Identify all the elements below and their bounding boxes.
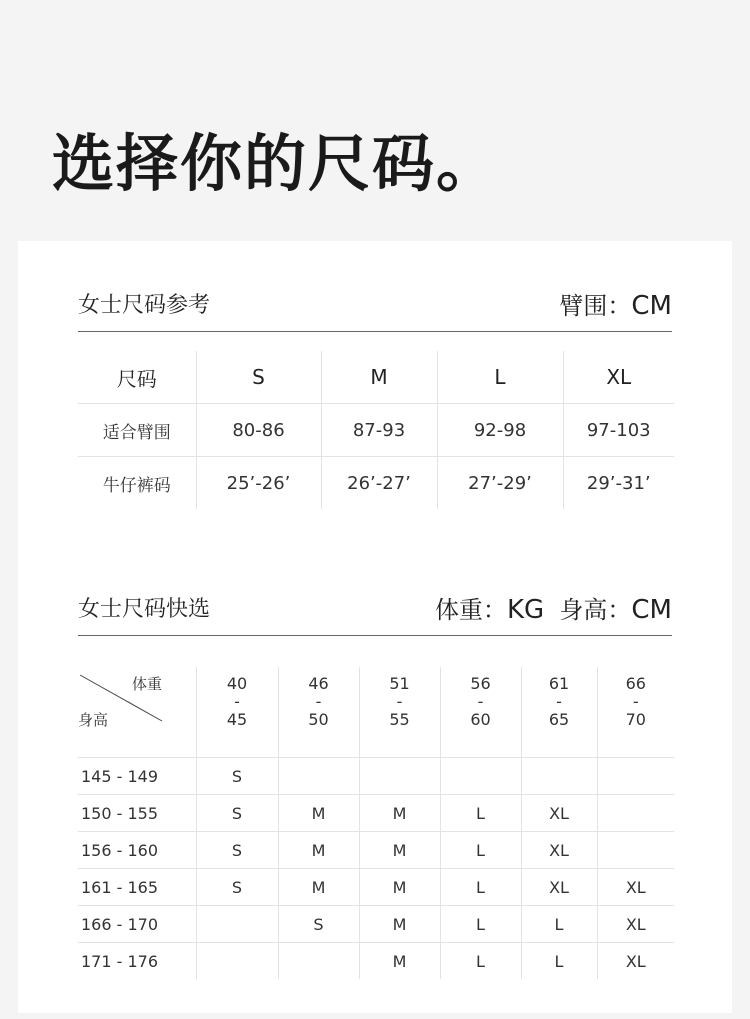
quick-select-header xyxy=(78,595,672,636)
cell: L xyxy=(440,906,521,943)
cell xyxy=(440,758,521,795)
corner-height-label: 身高 xyxy=(78,711,109,729)
weight-to: 70 xyxy=(625,710,646,729)
weight-dash: - xyxy=(632,692,639,711)
row-label: 牛仔裤码 xyxy=(78,457,196,510)
weight-range xyxy=(521,667,597,758)
weight-dash: - xyxy=(477,692,484,711)
weight-unit: KG xyxy=(506,595,545,625)
weight-header-row xyxy=(78,667,674,758)
weight-from: 61 xyxy=(548,674,570,693)
cell: XL xyxy=(597,906,674,943)
cell: 26’-27’ xyxy=(321,457,437,510)
cell: M xyxy=(359,906,440,943)
weight-dash: - xyxy=(234,692,240,711)
table-row xyxy=(78,758,674,795)
cell: L xyxy=(440,795,521,832)
height-range: 150 - 155 xyxy=(78,795,196,832)
cell: L xyxy=(521,906,597,943)
size-header-label: 尺码 xyxy=(116,366,157,391)
arm-unit: CM xyxy=(631,291,672,321)
cell xyxy=(278,758,359,795)
weight-dash: - xyxy=(396,692,403,711)
cell: L xyxy=(521,943,597,980)
cell: XL xyxy=(597,943,674,980)
cell: 27’-29’ xyxy=(437,457,563,510)
cell xyxy=(359,758,440,795)
weight-range xyxy=(440,667,521,758)
cell xyxy=(597,795,674,832)
table-row xyxy=(78,832,674,869)
weight-from: 66 xyxy=(625,674,646,693)
cell: M xyxy=(359,869,440,906)
weight-from: 56 xyxy=(470,674,491,693)
weight-to: 45 xyxy=(226,710,248,729)
size-reference-unit xyxy=(559,286,672,321)
height-unit: CM xyxy=(631,595,672,625)
weight-from: 51 xyxy=(389,674,410,693)
quick-select-title: 女士尺码快选 xyxy=(78,597,211,622)
cell: S xyxy=(196,758,278,795)
cell: XL xyxy=(521,869,597,906)
corner-cell xyxy=(78,667,196,758)
cell: 92-98 xyxy=(437,404,563,457)
height-range: 145 - 149 xyxy=(78,758,196,795)
height-unit-label: 身高： xyxy=(559,596,632,624)
size-reference-header xyxy=(78,291,672,332)
cell: M xyxy=(359,795,440,832)
weight-to: 60 xyxy=(470,710,491,729)
weight-range xyxy=(359,667,440,758)
height-range: 171 - 176 xyxy=(78,943,196,980)
cell: S xyxy=(196,795,278,832)
row-label: 适合臂围 xyxy=(78,404,196,457)
weight-to: 50 xyxy=(308,710,329,729)
cell: XL xyxy=(521,832,597,869)
cell: S xyxy=(196,869,278,906)
size-header-row xyxy=(78,351,674,404)
cell xyxy=(597,758,674,795)
cell: 25’-26’ xyxy=(196,457,321,510)
weight-to: 65 xyxy=(548,710,570,729)
weight-from: 46 xyxy=(308,674,329,693)
cell: S xyxy=(278,906,359,943)
cell: M xyxy=(278,832,359,869)
weight-unit-label: 体重： xyxy=(434,596,507,624)
weight-dash: - xyxy=(556,692,562,711)
size-reference-title: 女士尺码参考 xyxy=(78,293,211,318)
cell xyxy=(597,832,674,869)
size-reference-table xyxy=(78,351,674,509)
cell: L xyxy=(440,943,521,980)
table-row xyxy=(78,795,674,832)
table-row xyxy=(78,869,674,906)
weight-to: 55 xyxy=(389,710,410,729)
table-row xyxy=(78,943,674,980)
weight-range xyxy=(278,667,359,758)
table-row xyxy=(78,906,674,943)
cell: XL xyxy=(521,795,597,832)
table-row xyxy=(78,404,674,457)
table-row xyxy=(78,457,674,510)
weight-range xyxy=(597,667,674,758)
height-range: 156 - 160 xyxy=(78,832,196,869)
cell: M xyxy=(359,943,440,980)
cell: 97-103 xyxy=(563,404,674,457)
size-m: M xyxy=(321,351,437,404)
size-s: S xyxy=(196,351,321,404)
cell: 80-86 xyxy=(196,404,321,457)
cell: 29’-31’ xyxy=(563,457,674,510)
quick-select-units xyxy=(435,590,672,625)
corner-weight-label: 体重 xyxy=(131,675,162,693)
cell xyxy=(196,943,278,980)
arm-unit-label: 臂围： xyxy=(559,292,632,320)
height-range: 161 - 165 xyxy=(78,869,196,906)
cell: XL xyxy=(597,869,674,906)
cell: M xyxy=(278,869,359,906)
quick-select-table xyxy=(78,667,674,979)
cell xyxy=(521,758,597,795)
cell xyxy=(278,943,359,980)
diagonal-header xyxy=(78,667,196,757)
weight-from: 40 xyxy=(226,674,248,693)
size-xl: XL xyxy=(563,351,674,404)
cell: 87-93 xyxy=(321,404,437,457)
cell: L xyxy=(440,832,521,869)
page-title: 选择你的尺码。 xyxy=(52,127,501,200)
weight-dash: - xyxy=(315,692,322,711)
size-l: L xyxy=(437,351,563,404)
cell: M xyxy=(278,795,359,832)
size-card xyxy=(18,241,732,1013)
cell: M xyxy=(359,832,440,869)
cell: L xyxy=(440,869,521,906)
cell: S xyxy=(196,832,278,869)
height-range: 166 - 170 xyxy=(78,906,196,943)
weight-range xyxy=(196,667,278,758)
cell xyxy=(196,906,278,943)
